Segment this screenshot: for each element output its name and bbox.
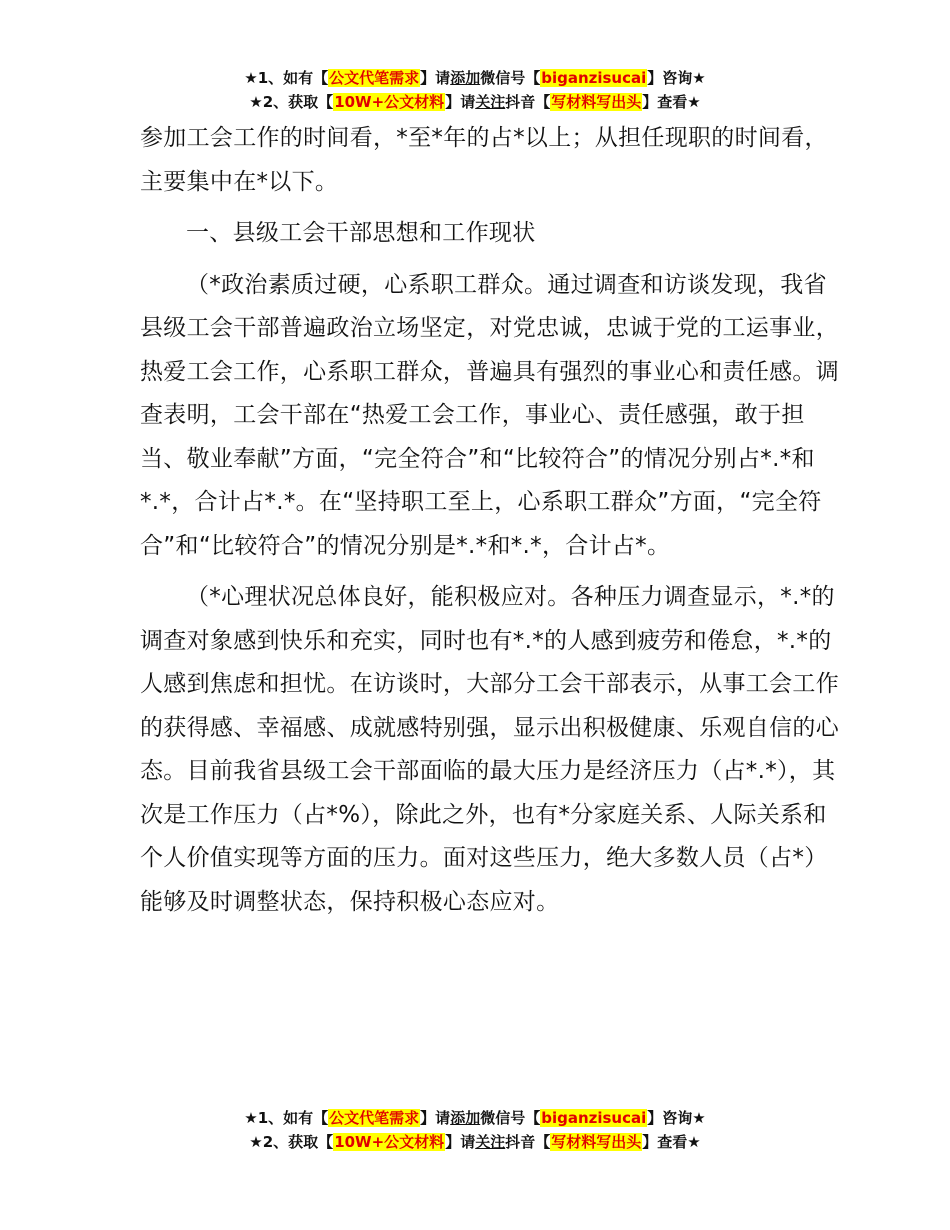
banner-line-1 bbox=[0, 1106, 950, 1130]
banner-line-2 bbox=[0, 1130, 950, 1154]
banner-text: 】请 bbox=[420, 69, 451, 87]
banner-text: 微信号【 bbox=[480, 69, 541, 87]
banner-line-2 bbox=[0, 90, 950, 114]
footer-banner bbox=[0, 1106, 950, 1154]
paragraph-psychological-state: （*心理状况总体良好，能积极应对。各种压力调查显示，*.*的调查对象感到快乐和充实，同时也有*.*的人感到疲劳和倦怠，*.*的人感到焦虑和担忧。在访谈时，大部分工会干部表示，从事工会工作的获得感、幸福感、成就感特别强，显示出积极健康、乐观自信的心态。目前我省县级工会干部面临的最大压力是经济压力（占*.*），其次是工作压力（占*%），除此之外，也有*分家庭关系、人际关系和个人价值实现等方面的压力。面对这些压力，绝大多数人员（占*）能够及时调整状态，保持积极心态应对。 bbox=[140, 584, 839, 915]
banner-highlight: 写材料写出头 bbox=[551, 1133, 642, 1151]
banner-highlight: 公文代笔需求 bbox=[329, 69, 420, 87]
banner-text: 】请 bbox=[445, 1133, 476, 1151]
banner-highlight: biganzisucai bbox=[541, 69, 647, 87]
paragraph-political-quality: （*政治素质过硬，心系职工群众。通过调查和访谈发现，我省县级工会干部普遍政治立场坚定，对党忠诚，忠诚于党的工运事业，热爱工会工作，心系职工群众，普遍具有强烈的事业心和责任感。调查表明，工会干部在“热爱工会工作，事业心、责任感强，敢于担当、敬业奉献”方面，“完全符合”和“比较符合”的情况分别占*.*和*.*，合计占*.*。在“坚持职工至上，心系职工群众”方面，“完全符合”和“比较符合”的情况分别是*.*和*.*，合计占*。 bbox=[140, 271, 839, 559]
paragraph-continued: 参加工会工作的时间看，*至*年的占*以上；从担任现职的时间看，主要集中在*以下。 bbox=[140, 125, 828, 195]
section-heading: 一、县级工会干部思想和工作现状 bbox=[186, 220, 536, 246]
banner-underlined-text: 添加 bbox=[450, 69, 481, 87]
banner-line-1 bbox=[0, 66, 950, 90]
banner-highlight: 写材料写出头 bbox=[551, 93, 642, 111]
banner-highlight: 公文代笔需求 bbox=[329, 1109, 420, 1127]
banner-text: ★2、获取【 bbox=[249, 93, 334, 111]
banner-text: 】请 bbox=[420, 1109, 451, 1127]
banner-underlined-text: 关注 bbox=[475, 1133, 506, 1151]
banner-underlined-text: 添加 bbox=[450, 1109, 481, 1127]
banner-text: 】查看★ bbox=[642, 93, 701, 111]
banner-text: ★1、如有【 bbox=[244, 1109, 329, 1127]
banner-text: 】请 bbox=[445, 93, 476, 111]
document-body bbox=[140, 117, 840, 924]
banner-highlight: 10W+公文材料 bbox=[334, 1133, 445, 1151]
banner-text: 抖音【 bbox=[505, 93, 551, 111]
banner-highlight: biganzisucai bbox=[541, 1109, 647, 1127]
header-banner bbox=[0, 66, 950, 114]
banner-text: 】查看★ bbox=[642, 1133, 701, 1151]
banner-text: 】咨询★ bbox=[647, 69, 706, 87]
banner-text: 微信号【 bbox=[480, 1109, 541, 1127]
banner-text: 】咨询★ bbox=[647, 1109, 706, 1127]
banner-text: ★2、获取【 bbox=[249, 1133, 334, 1151]
banner-text: 抖音【 bbox=[505, 1133, 551, 1151]
banner-underlined-text: 关注 bbox=[475, 93, 506, 111]
banner-text: ★1、如有【 bbox=[244, 69, 329, 87]
banner-highlight: 10W+公文材料 bbox=[334, 93, 445, 111]
